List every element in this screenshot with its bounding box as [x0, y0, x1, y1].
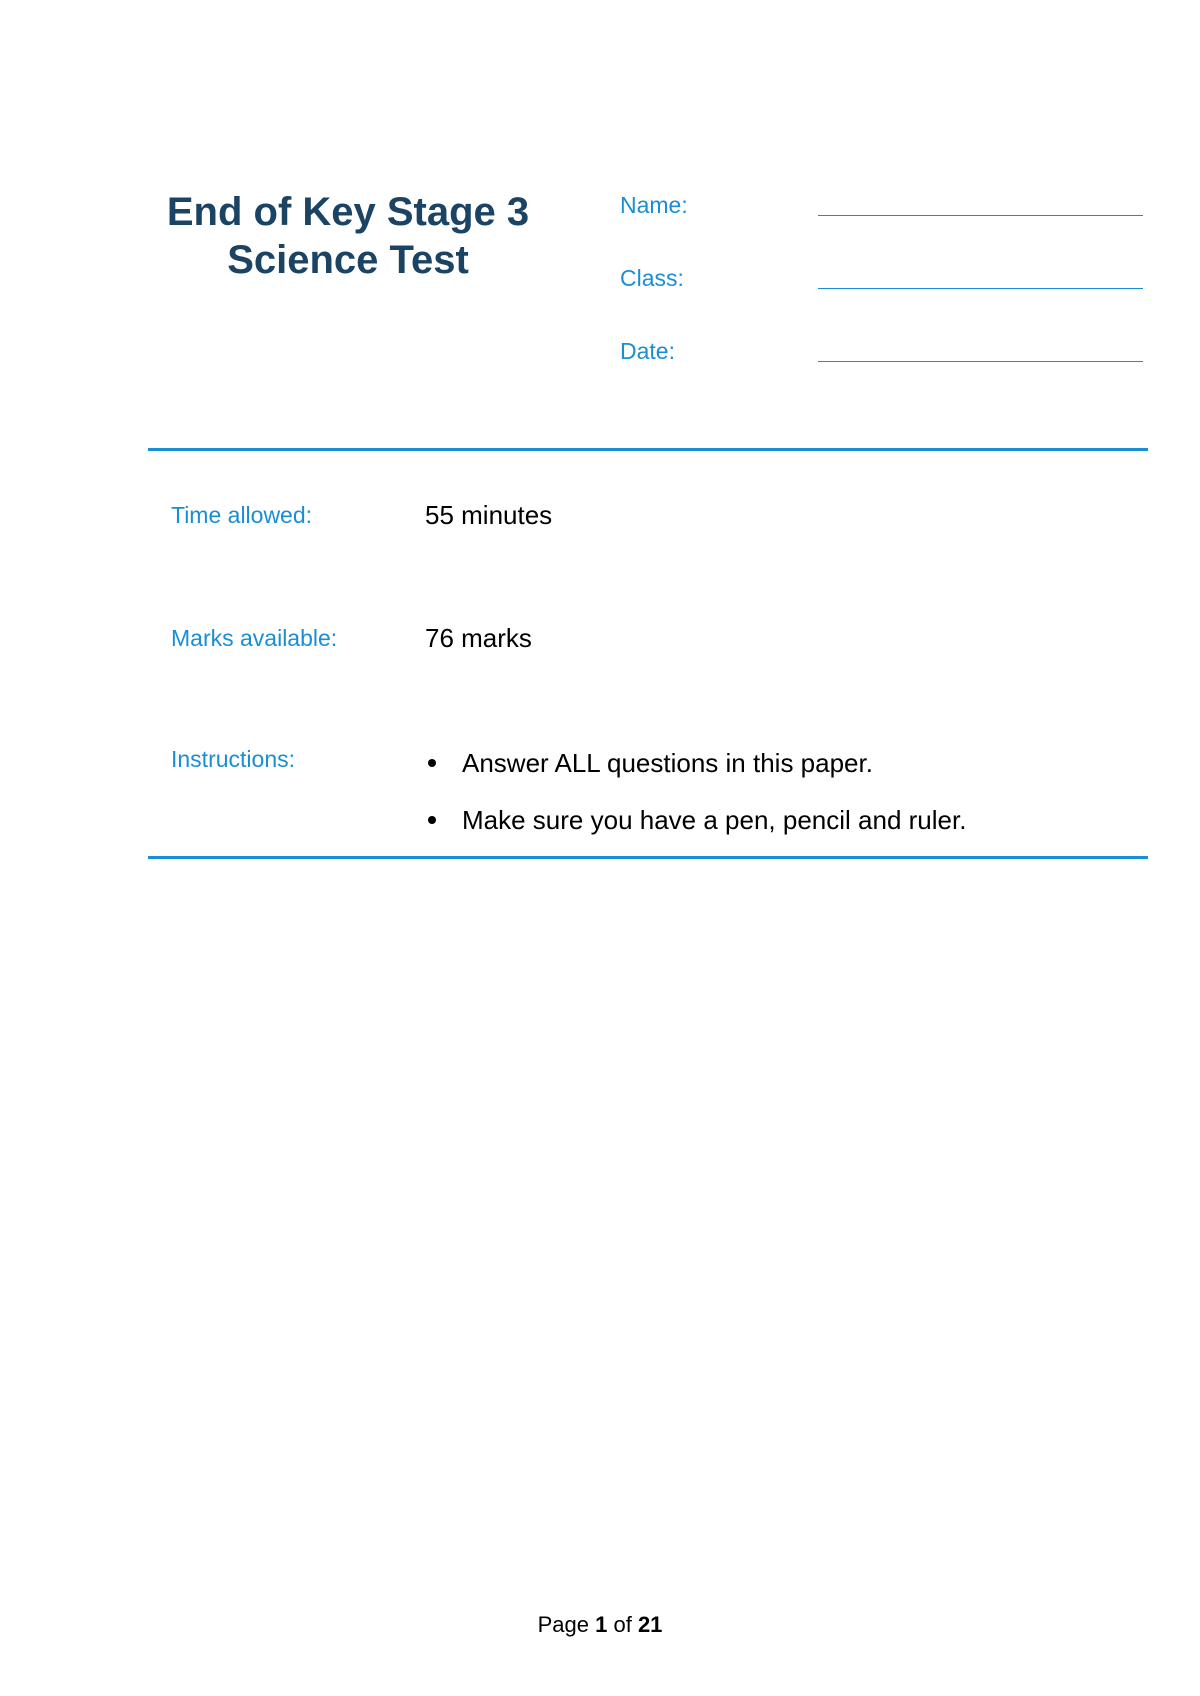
time-allowed-value: 55 minutes [425, 500, 553, 530]
name-field[interactable] [818, 215, 1143, 216]
class-field[interactable] [818, 288, 1143, 289]
time-allowed-label: Time allowed: [171, 502, 313, 528]
page-number [0, 1612, 1200, 1638]
list-item [425, 748, 966, 778]
bottom-divider [148, 856, 1148, 859]
marks-available-label: Marks available: [171, 625, 338, 651]
page-current: 1 [595, 1612, 608, 1637]
date-label: Date: [620, 338, 675, 364]
bullet-icon [428, 759, 436, 767]
of-word: of [613, 1612, 632, 1637]
page-total: 21 [637, 1612, 663, 1637]
title-line-2: Science Test [227, 238, 469, 282]
page-word: Page [537, 1612, 589, 1637]
title-line-1: End of Key Stage 3 [166, 190, 530, 234]
page-title [148, 188, 548, 284]
marks-available-value: 76 marks [425, 623, 532, 653]
list-item [425, 805, 966, 835]
instructions-label: Instructions: [171, 746, 295, 772]
date-field[interactable] [818, 361, 1143, 362]
class-label: Class: [620, 265, 684, 291]
instruction-text: Answer ALL questions in this paper. [462, 748, 873, 778]
bullet-icon [428, 816, 436, 824]
name-label: Name: [620, 192, 688, 218]
instructions-list [425, 748, 966, 862]
instruction-text: Make sure you have a pen, pencil and ruler. [462, 805, 967, 835]
top-divider [148, 448, 1148, 451]
